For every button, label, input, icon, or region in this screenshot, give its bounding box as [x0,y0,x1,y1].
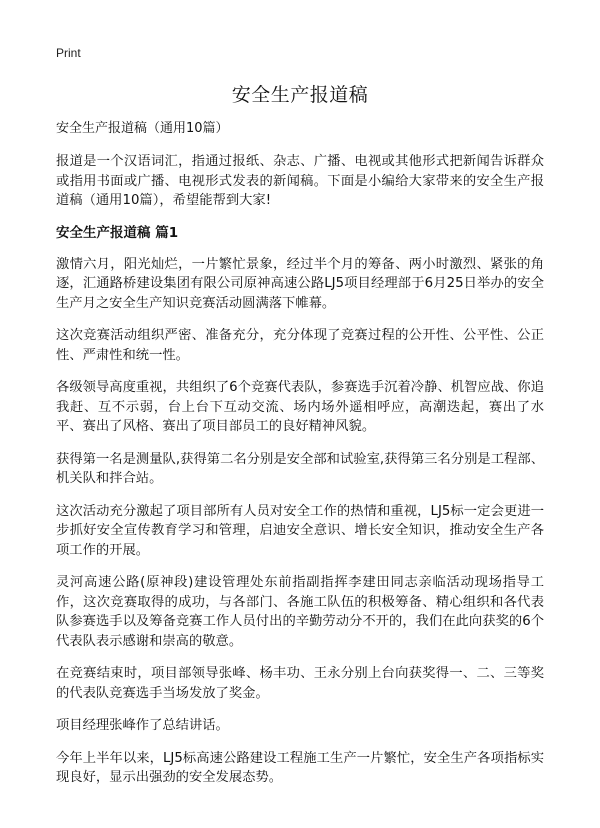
paragraph: 激情六月，阳光灿烂，一片繁忙景象，经过半个月的筹备、两小时激烈、紧张的角逐，汇通路桥建设集团有限公司原神高速公路LJ5项目经理部于6月25日举办的安全生产月之安全生产知识竞赛活动圆满落下帷幕。 [56,256,544,311]
paragraph: 在竞赛结束时，项目部领导张峰、杨丰功、王永分别上台向获奖得一、二、三等奖的代表队竞赛选手当场发放了奖金。 [56,666,544,701]
page-title: 安全生产报道稿 [231,84,369,106]
paragraph: 获得第一名是测量队,获得第二名分别是安全部和试验室,获得第三名分别是工程部、机关队和拌合站。 [56,451,544,486]
print-link[interactable]: Print [56,46,81,60]
article-subtitle: 安全生产报道稿（通用10篇） [56,121,229,136]
paragraph: 这次竞赛活动组织严密、准备充分，充分体现了竞赛过程的公开性、公平性、公正性、严肃性和统一性。 [56,328,544,363]
paragraph: 今年上半年以来，LJ5标高速公路建设工程施工生产一片繁忙，安全生产各项指标实现良好，显示出强劲的安全发展态势。 [56,750,544,785]
intro-paragraph: 报道是一个汉语词汇，指通过报纸、杂志、广播、电视或其他形式把新闻告诉群众或指用书面或广播、电视形式发表的新闻稿。下面是小编给大家带来的安全生产报道稿（通用10篇），希望能帮到大家! [56,154,544,208]
paragraph: 灵河高速公路(原神段)建设管理处东前指副指挥李建田同志亲临活动现场指导工作，这次竞赛取得的成功，与各部门、各施工队伍的积极筹备、精心组织和各代表队参赛选手以及筹备竞赛工作人员付出的辛勤劳动分不开的，我们在此向获奖的6个代表队表示感谢和崇高的敬意。 [56,575,544,649]
paragraph: 项目经理张峰作了总结讲话。 [56,718,229,733]
paragraph: 这次活动充分激起了项目部所有人员对安全工作的热情和重视，LJ5标一定会更进一步抓好安全宣传教育学习和管理，启迪安全意识、增长安全知识，推动安全生产各项工作的开展。 [56,503,544,558]
paragraph: 各级领导高度重视，共组织了6个竞赛代表队，参赛选手沉着冷静、机智应战、你追我赶、互不示弱，台上台下互动交流、场内场外遥相呼应，高潮迭起，赛出了水平、赛出了风格、赛出了项目部员工的良好精神风貌。 [56,380,544,434]
section-heading: 安全生产报道稿 篇1 [56,224,179,241]
article-body [56,120,544,801]
